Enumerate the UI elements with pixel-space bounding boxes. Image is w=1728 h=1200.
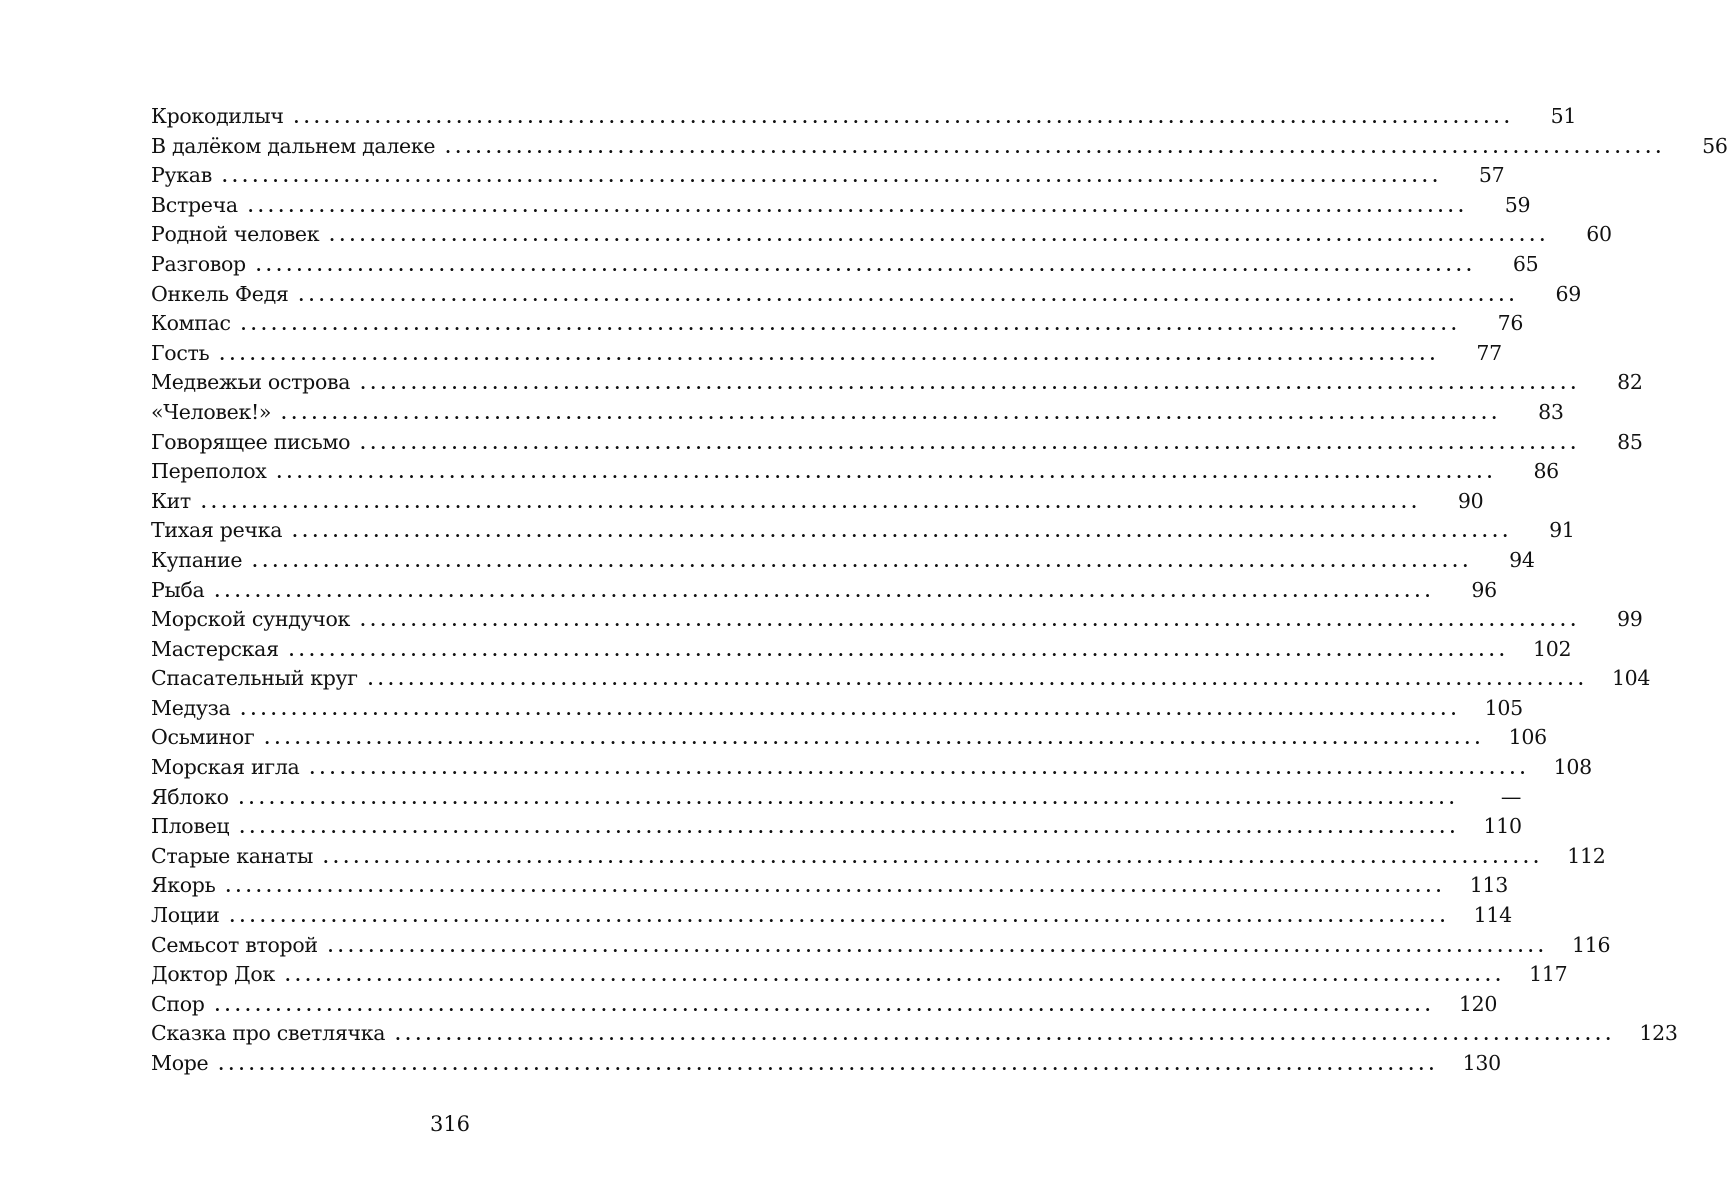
dot-leader: ........................................................................................................................ (292, 522, 1513, 542)
toc-entry-title: Морская игла (151, 755, 300, 780)
dot-leader: ........................................................................................................................ (264, 729, 1485, 749)
toc-entry-title: Лоции (151, 903, 220, 928)
toc-entry-title: Морской сундучок (151, 607, 351, 632)
toc-entry-page: 116 (1571, 932, 1611, 957)
dot-leader: ........................................................................................................................ (360, 374, 1581, 394)
toc-entry (151, 694, 1523, 724)
dot-leader: ........................................................................................................................ (252, 551, 1473, 571)
dot-leader: ........................................................................................................................ (298, 285, 1519, 305)
toc-entry-page: 106 (1508, 725, 1547, 750)
toc-entry-title: Осьминог (151, 725, 255, 750)
toc-entry (151, 1049, 1501, 1079)
toc-entry-title: «Человек!» (151, 399, 272, 424)
toc-entry-page: 102 (1532, 636, 1572, 661)
toc-entry-page: 65 (1512, 251, 1539, 276)
toc-entry (151, 812, 1522, 842)
toc-entry (151, 605, 1643, 635)
toc-entry-page: 83 (1538, 399, 1564, 424)
dot-leader: ........................................................................................................................ (445, 137, 1666, 157)
toc-entry-title: Спасательный круг (151, 666, 358, 691)
toc-entry-title: Разговор (151, 251, 246, 276)
toc-entry-page: 59 (1504, 192, 1531, 217)
toc-entry-page: 51 (1550, 104, 1577, 128)
toc-entry-title: Рукав (151, 163, 212, 188)
toc-entry-page: 57 (1478, 163, 1505, 188)
toc-entry (151, 990, 1498, 1020)
toc-entry (151, 309, 1524, 339)
toc-entry (151, 368, 1643, 398)
toc-entry (151, 132, 1728, 162)
toc-entry (151, 220, 1612, 250)
toc-entry (151, 1019, 1678, 1049)
dot-leader: ........................................................................................................................ (323, 847, 1544, 867)
toc-entry-title: Кит (151, 488, 191, 513)
dot-leader: ........................................................................................................................ (327, 936, 1549, 956)
toc-entry-title: Крокодилыч (151, 104, 284, 128)
toc-entry-title: Встреча (151, 192, 238, 217)
toc-entry-page: 99 (1617, 607, 1643, 632)
toc-entry (151, 576, 1497, 606)
dot-leader: ........................................................................................................................ (240, 699, 1461, 719)
toc-entry-title: Родной человек (151, 222, 320, 247)
toc-entry-page: 86 (1533, 459, 1559, 484)
dot-leader: ........................................................................................................................ (219, 344, 1440, 364)
toc-entry-page: 130 (1462, 1051, 1501, 1075)
toc-entry (151, 428, 1643, 458)
dot-leader: ........................................................................................................................ (214, 995, 1436, 1015)
toc-entry-page: 105 (1484, 695, 1523, 720)
toc-entry (151, 516, 1575, 546)
dot-leader: ........................................................................................................................ (360, 611, 1581, 631)
toc-entry (151, 931, 1611, 961)
toc-entry-title: Компас (151, 311, 231, 336)
toc-entry (151, 635, 1572, 665)
toc-entry-page: 82 (1617, 370, 1643, 395)
dot-leader: ........................................................................................................................ (238, 788, 1460, 808)
toc-entry-title: Тихая речка (151, 518, 283, 543)
dot-leader: ........................................................................................................................ (395, 1025, 1616, 1045)
dot-leader: ........................................................................................................................ (293, 108, 1515, 127)
toc-entry-page: 117 (1529, 962, 1568, 987)
toc-entry (151, 960, 1568, 990)
toc-entry (151, 161, 1505, 191)
toc-entry-page: 77 (1476, 340, 1502, 365)
dot-leader: ........................................................................................................................ (218, 1055, 1439, 1074)
dot-leader: ........................................................................................................................ (284, 966, 1506, 986)
dot-leader: ........................................................................................................................ (309, 759, 1530, 779)
dot-leader: ........................................................................................................................ (367, 670, 1589, 690)
toc-entry-title: Сказка про светлячка (151, 1021, 386, 1046)
dot-leader: ........................................................................................................................ (288, 640, 1510, 660)
toc-entry-page: 114 (1473, 903, 1512, 928)
toc-entry-page: 56 (1702, 133, 1728, 158)
toc-entry-page: 76 (1497, 311, 1524, 336)
toc-entry (151, 339, 1502, 369)
table-of-contents (151, 102, 1728, 1079)
toc-entry (151, 487, 1484, 517)
toc-entry-page: 110 (1483, 814, 1522, 839)
toc-entry-title: Спор (151, 991, 205, 1016)
dot-leader: ........................................................................................................................ (225, 877, 1446, 897)
toc-entry-page: 69 (1555, 281, 1581, 306)
toc-entry-title: Семьсот второй (151, 932, 318, 957)
toc-entry-page: — (1500, 784, 1522, 809)
dot-leader: ........................................................................................................................ (239, 818, 1460, 838)
toc-entry (151, 398, 1564, 428)
toc-entry-page: 104 (1611, 666, 1651, 691)
toc-entry (151, 783, 1522, 813)
dot-leader: ........................................................................................................................ (247, 196, 1469, 216)
page-number: 316 (429, 1112, 471, 1136)
toc-entry-page: 120 (1458, 991, 1498, 1016)
toc-entry-page: 113 (1469, 873, 1508, 898)
toc-entry-title: Старые канаты (151, 843, 314, 868)
toc-entry-title: Мастерская (151, 636, 279, 661)
toc-entry (151, 280, 1581, 310)
toc-entry-page: 85 (1617, 429, 1643, 454)
toc-entry-page: 108 (1553, 755, 1592, 780)
toc-entry-title: В далёком дальнем далеке (151, 133, 436, 158)
toc-entry-page: 112 (1567, 843, 1606, 868)
toc-entry (151, 250, 1539, 280)
dot-leader: ........................................................................................................................ (229, 907, 1450, 927)
toc-entry-page: 91 (1549, 518, 1575, 543)
toc-entry-page: 90 (1457, 488, 1484, 513)
toc-entry (151, 102, 1577, 132)
toc-entry (151, 191, 1531, 221)
dot-leader: ........................................................................................................................ (255, 255, 1477, 275)
toc-entry-title: Онкель Федя (151, 281, 289, 306)
toc-entry-title: Гость (151, 340, 210, 365)
toc-entry (151, 901, 1512, 931)
toc-entry (151, 753, 1592, 783)
dot-leader: ........................................................................................................................ (221, 167, 1443, 187)
toc-entry (151, 457, 1559, 487)
dot-leader: ........................................................................................................................ (281, 403, 1502, 423)
toc-entry-title: Переполох (151, 459, 267, 484)
dot-leader: ........................................................................................................................ (240, 315, 1462, 335)
dot-leader: ........................................................................................................................ (276, 463, 1497, 483)
toc-entry (151, 723, 1547, 753)
toc-entry-title: Говорящее письмо (151, 429, 351, 454)
toc-entry-title: Море (151, 1051, 209, 1075)
dot-leader: ........................................................................................................................ (214, 581, 1435, 601)
toc-entry-page: 94 (1509, 547, 1535, 572)
toc-entry-title: Медвежьи острова (151, 370, 351, 395)
dot-leader: ........................................................................................................................ (360, 433, 1581, 453)
toc-entry-title: Якорь (151, 873, 216, 898)
toc-entry-title: Доктор Док (151, 962, 275, 987)
toc-entry (151, 871, 1508, 901)
toc-entry-title: Пловец (151, 814, 230, 839)
toc-entry-title: Яблоко (151, 784, 229, 809)
dot-leader: ........................................................................................................................ (200, 492, 1422, 512)
dot-leader: ........................................................................................................................ (329, 226, 1550, 246)
toc-entry-page: 96 (1471, 577, 1497, 602)
toc-entry (151, 842, 1606, 872)
toc-entry (151, 664, 1651, 694)
toc-entry-title: Медуза (151, 695, 231, 720)
toc-entry-page: 60 (1586, 222, 1612, 247)
toc-entry-title: Рыба (151, 577, 205, 602)
toc-entry-title: Купание (151, 547, 243, 572)
toc-entry-page: 123 (1639, 1021, 1678, 1046)
toc-entry (151, 546, 1535, 576)
